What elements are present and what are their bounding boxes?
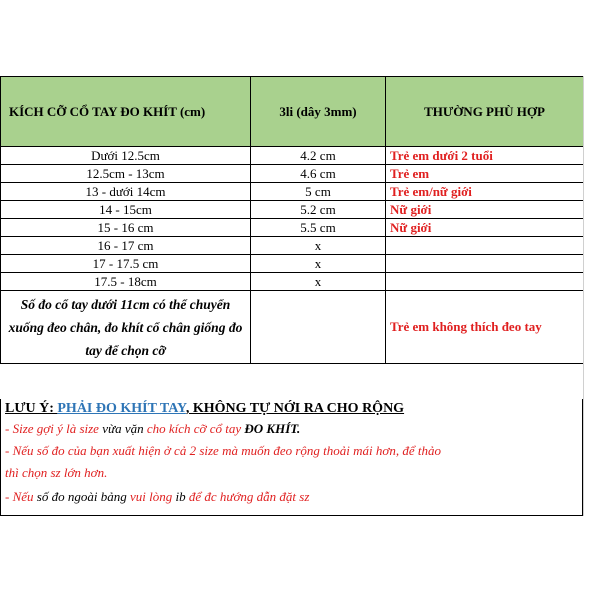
wrist-cell: 14 - 15cm	[1, 201, 251, 219]
table-row	[1, 201, 584, 219]
note-line-2: - Nếu số đo của bạn xuất hiện ở cả 2 size mà muốn đeo rộng thoải mái hơn, để thảo	[5, 443, 441, 458]
size-cell: x	[251, 273, 386, 291]
note-text: - Size gợi ý là size	[5, 421, 103, 436]
empty-cell	[251, 291, 386, 364]
note-text: số đo ngoài bảng	[36, 489, 130, 504]
notes-heading-link: PHẢI ĐO KHÍT TAY	[57, 401, 186, 416]
header-wrist-size: KÍCH CỠ CỔ TAY ĐO KHÍT (cm)	[1, 77, 251, 147]
note-line-4	[5, 489, 309, 505]
notes-heading-suffix: , KHÔNG TỰ NỚI RA CHO RỘNG	[185, 401, 405, 416]
fit-cell	[386, 255, 584, 273]
wrist-cell: 17.5 - 18cm	[1, 273, 251, 291]
table-row	[1, 147, 584, 165]
table-row	[1, 255, 584, 273]
note-text: ib	[175, 489, 189, 504]
size-cell: 5.2 cm	[251, 201, 386, 219]
fit-cell	[386, 273, 584, 291]
notes-heading	[5, 401, 404, 417]
fit-cell: Trẻ em	[386, 165, 584, 183]
fit-cell: Trẻ em dưới 2 tuổi	[386, 147, 584, 165]
size-cell: 4.6 cm	[251, 165, 386, 183]
wrist-cell: 17 - 17.5 cm	[1, 255, 251, 273]
fit-cell: Trẻ em không thích đeo tay	[386, 291, 584, 364]
wrist-cell: 16 - 17 cm	[1, 237, 251, 255]
table-row	[1, 237, 584, 255]
size-table	[0, 76, 584, 364]
note-line-1	[5, 421, 300, 437]
table-row	[1, 273, 584, 291]
size-cell: 5.5 cm	[251, 219, 386, 237]
fit-cell: Trẻ em/nữ giới	[386, 183, 584, 201]
table-row	[1, 183, 584, 201]
note-text: - Nếu	[5, 489, 37, 504]
table-header-row	[1, 77, 584, 147]
notes-section	[0, 399, 583, 516]
note-text: để đc hướng dẫn đặt sz	[188, 489, 310, 504]
header-bracelet-size: 3li (dây 3mm)	[251, 77, 386, 147]
size-cell: 4.2 cm	[251, 147, 386, 165]
size-cell: x	[251, 237, 386, 255]
sheet-gridline	[583, 76, 584, 516]
table-row	[1, 219, 584, 237]
note-line-3: thì chọn sz lớn hơn.	[5, 465, 108, 480]
wrist-cell: 12.5cm - 13cm	[1, 165, 251, 183]
wrist-cell: 15 - 16 cm	[1, 219, 251, 237]
note-text: vừa vặn	[102, 421, 147, 436]
note-text: vui lòng	[129, 489, 176, 504]
notes-heading-prefix: LƯU Ý:	[5, 401, 58, 416]
size-cell: x	[251, 255, 386, 273]
note-text: cho kích cỡ cổ tay	[146, 421, 245, 436]
ankle-note-row	[1, 291, 584, 364]
size-chart	[0, 76, 591, 516]
wrist-cell: 13 - dưới 14cm	[1, 183, 251, 201]
size-cell: 5 cm	[251, 183, 386, 201]
fit-cell: Nữ giới	[386, 219, 584, 237]
fit-cell	[386, 237, 584, 255]
header-suitable-for: THƯỜNG PHÙ HỢP	[386, 77, 584, 147]
table-row	[1, 165, 584, 183]
note-text: ĐO KHÍT.	[244, 421, 301, 436]
fit-cell: Nữ giới	[386, 201, 584, 219]
wrist-cell: Dưới 12.5cm	[1, 147, 251, 165]
ankle-note-cell: Số đo cổ tay dưới 11cm có thể chuyển xuống đeo chân, đo khít cổ chân giống đo tay để chọn cỡ	[1, 291, 251, 364]
